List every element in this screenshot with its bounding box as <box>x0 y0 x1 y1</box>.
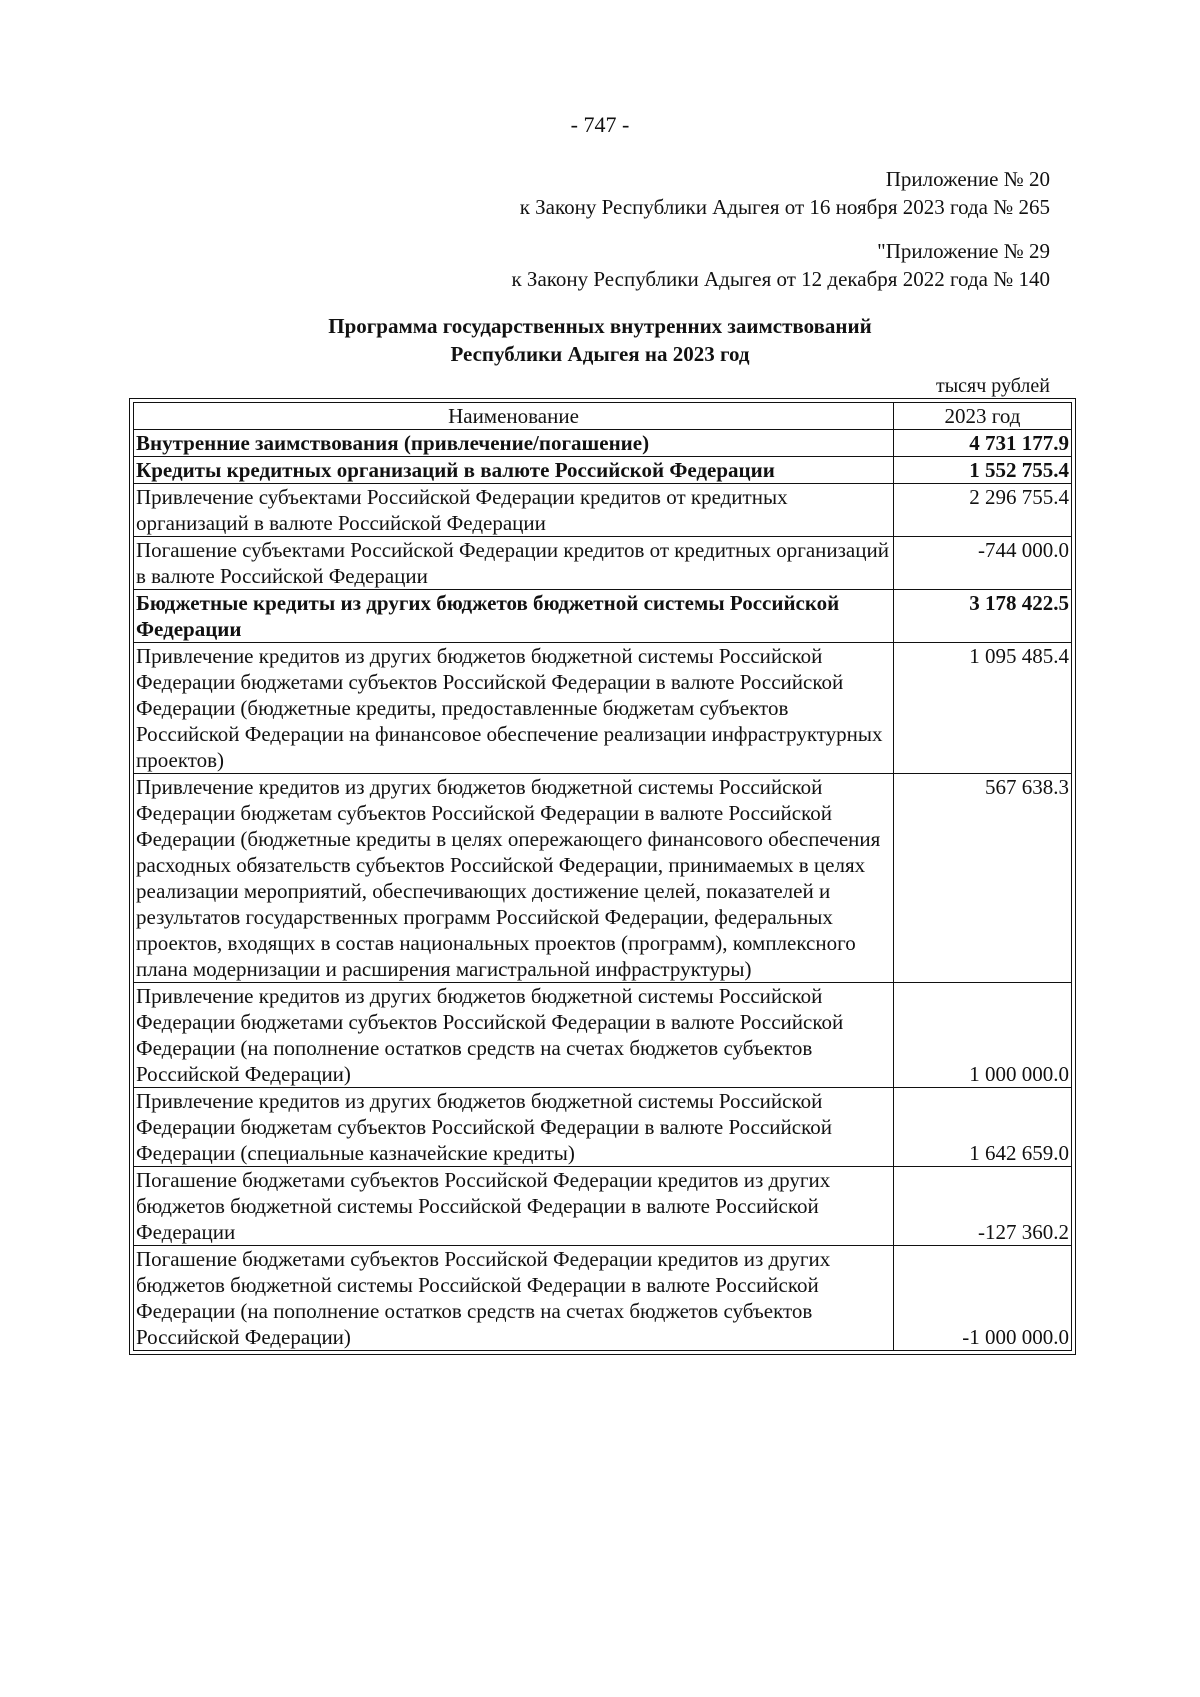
appendix-previous <box>511 237 1050 293</box>
row-name: Привлечение кредитов из других бюджетов бюджетной системы Российской Федерации бюджетами субъектов Российской Федерации в валюте Российской Федерации (на пополнение остатков средств на счетах бюджетов субъектов Российской Федерации) <box>134 983 894 1088</box>
table-row <box>134 1246 1072 1351</box>
table-row <box>134 774 1072 983</box>
table-row <box>134 430 1072 457</box>
units-label: тысяч рублей <box>935 375 1050 397</box>
row-name: Внутренние заимствования (привлечение/погашение) <box>134 430 894 457</box>
row-value: -744 000.0 <box>894 537 1072 590</box>
row-name: Привлечение субъектами Российской Федерации кредитов от кредитных организаций в валюте Российской Федерации <box>134 484 894 537</box>
row-name: Привлечение кредитов из других бюджетов бюджетной системы Российской Федерации бюджетам субъектов Российской Федерации в валюте Российской Федерации (специальные казначейские кредиты) <box>134 1088 894 1167</box>
row-name: Погашение бюджетами субъектов Российской Федерации кредитов из других бюджетов бюджетной системы Российской Федерации в валюте Российской Федерации <box>134 1167 894 1246</box>
row-value: 1 095 485.4 <box>894 643 1072 774</box>
table-row <box>134 643 1072 774</box>
row-value: 1 000 000.0 <box>894 983 1072 1088</box>
row-value: 1 552 755.4 <box>894 457 1072 484</box>
row-value: 1 642 659.0 <box>894 1088 1072 1167</box>
row-name: Погашение субъектами Российской Федерации кредитов от кредитных организаций в валюте Российской Федерации <box>134 537 894 590</box>
appendix-current <box>520 165 1050 221</box>
row-value: 567 638.3 <box>894 774 1072 983</box>
row-value: -127 360.2 <box>894 1167 1072 1246</box>
document-title-line1: Программа государственных внутренних заимствований <box>328 314 872 338</box>
row-value: 3 178 422.5 <box>894 590 1072 643</box>
appendix-current-line2: к Закону Республики Адыгея от 16 ноября 2023 года № 265 <box>519 195 1050 219</box>
row-name: Погашение бюджетами субъектов Российской Федерации кредитов из других бюджетов бюджетной системы Российской Федерации в валюте Российской Федерации (на пополнение остатков средств на счетах бюджетов субъектов Российской Федерации) <box>134 1246 894 1351</box>
table-body <box>134 430 1072 1351</box>
table-row <box>134 1088 1072 1167</box>
table-row <box>134 590 1072 643</box>
document-title-line2: Республики Адыгея на 2023 год <box>450 342 750 366</box>
row-name: Бюджетные кредиты из других бюджетов бюджетной системы Российской Федерации <box>134 590 894 643</box>
row-name: Кредиты кредитных организаций в валюте Российской Федерации <box>134 457 894 484</box>
page-number: - 747 - <box>570 112 630 137</box>
header-year: 2023 год <box>894 403 1072 430</box>
table-row <box>134 537 1072 590</box>
document-title <box>190 312 1010 368</box>
header-name: Наименование <box>134 403 894 430</box>
row-name: Привлечение кредитов из других бюджетов бюджетной системы Российской Федерации бюджетами субъектов Российской Федерации в валюте Российской Федерации (бюджетные кредиты, предоставленные бюджетам субъектов Российской Федерации на финансовое обеспечение реализации инфраструктурных проектов) <box>134 643 894 774</box>
appendix-previous-line2: к Закону Республики Адыгея от 12 декабря 2022 года № 140 <box>511 267 1050 291</box>
appendix-previous-line1: "Приложение № 29 <box>877 239 1050 263</box>
table-row <box>134 484 1072 537</box>
table-row <box>134 983 1072 1088</box>
row-name: Привлечение кредитов из других бюджетов бюджетной системы Российской Федерации бюджетам субъектов Российской Федерации в валюте Российской Федерации (бюджетные кредиты в целях опережающего финансового обеспечения расходных обязательств субъектов Российской Федерации, принимаемых в целях реализации мероприятий, обеспечивающих достижение целей, показателей и результатов государственных программ Российской Федерации, федеральных проектов, входящих в состав национальных проектов (программ), комплексного плана модернизации и расширения магистральной инфраструктуры) <box>134 774 894 983</box>
row-value: 2 296 755.4 <box>894 484 1072 537</box>
row-value: 4 731 177.9 <box>894 430 1072 457</box>
table-row <box>134 457 1072 484</box>
row-value: -1 000 000.0 <box>894 1246 1072 1351</box>
borrowings-table <box>133 402 1072 1351</box>
table-header-row <box>134 403 1072 430</box>
table-row <box>134 1167 1072 1246</box>
appendix-current-line1: Приложение № 20 <box>885 167 1050 191</box>
